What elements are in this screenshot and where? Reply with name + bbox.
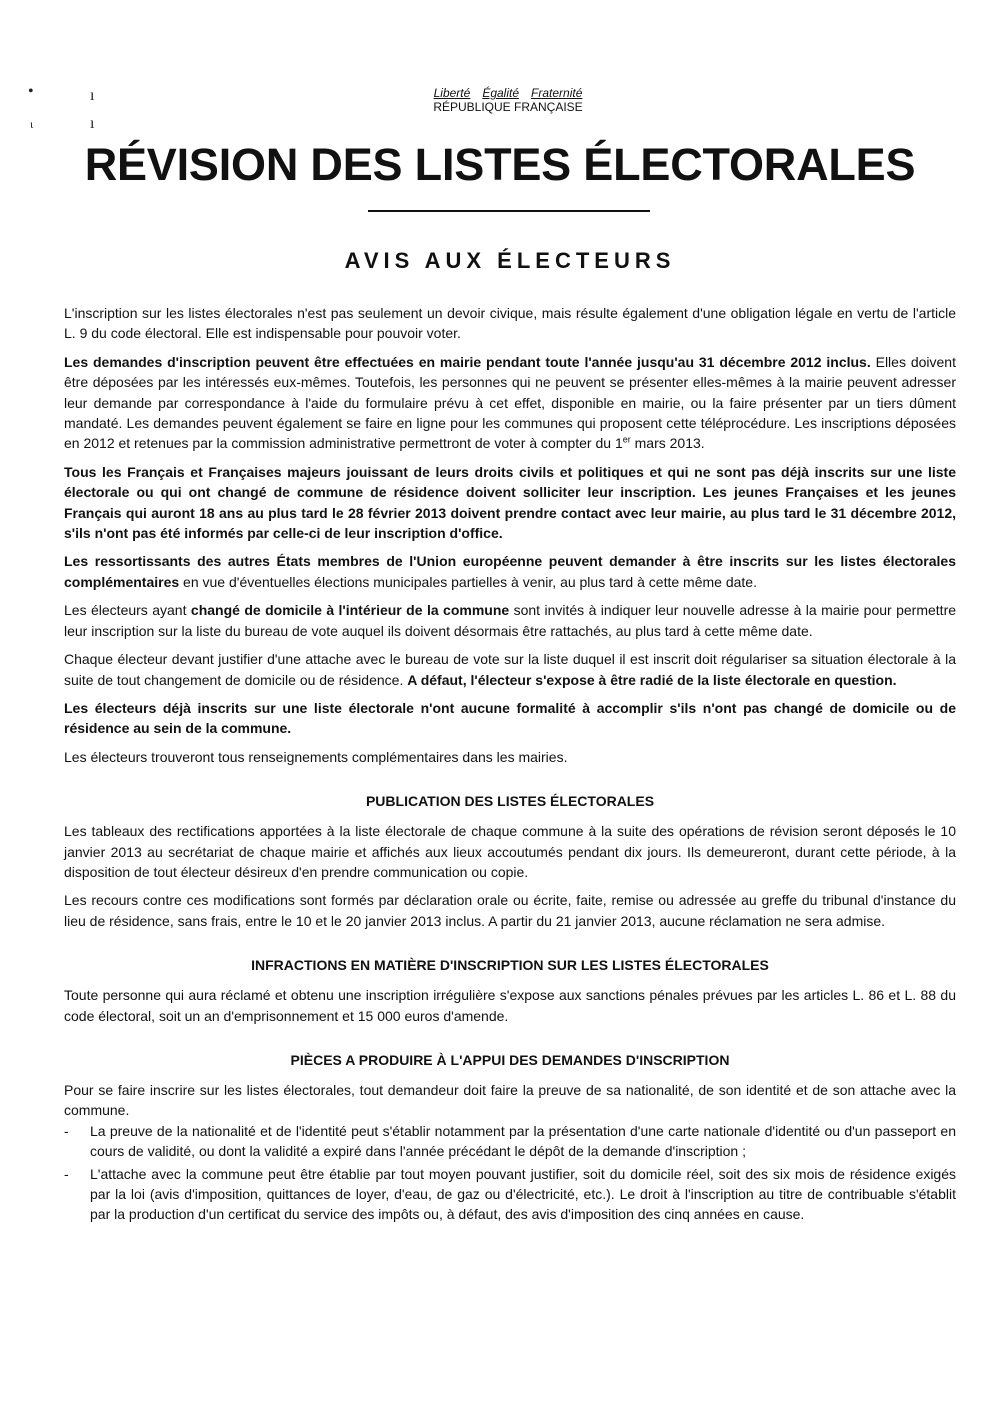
list-item [64,1164,956,1225]
bold-text: Les demandes d'inscription peuvent être effectuées en mairie pendant toute l'année jusqu'au 31 décembre 2012 inclus. [64,353,871,370]
section-heading-publication: PUBLICATION DES LISTES ÉLECTORALES [365,793,655,810]
subtitle: AVIS AUX ÉLECTEURS [344,248,676,273]
dash-bullet: - [64,1122,69,1139]
paragraph-tableaux: Les tableaux des rectifications apportées à la liste électorale de chaque commune à la suite des opérations de révision seront déposés le 10 janvier 2013 au secrétariat de chaque mairie et affichés aux lieux accoutumés pendant dix jours. Ils demeureront, durant cette période, à la disposition de tout électeur désireux d'en prendre communication ou copie. [64,823,956,880]
list-item-text: L'attache avec la commune peut être établie par tout moyen pouvant justifier, soit du domicile réel, soit des six mois de résidence exigés par la loi (avis d'imposition, quittances de loyer, d'eau, de gaz ou d'électricité, etc.). Le droit à l'inscription au titre de contribuable s'établit par la production d'un certificat du service des impôts ou, à défaut, des avis d'imposition des cinq années en cause. [90,1165,956,1223]
dash-bullet: - [64,1165,69,1182]
paragraph-recours: Les recours contre ces modifications sont formés par déclaration orale ou écrite, faite, remise ou adressée au greffe du tribunal d'instance du lieu de résidence, sans frais, entre le 10 et le 20 janvier 2013 inclus. A partir du 21 janvier 2013, aucune réclamation ne sera admise. [64,892,956,929]
title-divider [368,210,650,212]
republic-name: RÉPUBLIQUE FRANÇAISE [433,100,583,114]
requirements-list [64,1121,956,1225]
paragraph-intro: L'inscription sur les listes électorales n'est pas seulement un devoir civique, mais résulte également d'une obligation légale en vertu de l'article L. 9 du code électoral. Elle est indispensable pour pouvoir voter. [64,305,956,342]
paragraph-deja-inscrits [64,698,956,739]
motto-liberte: Liberté [433,86,471,100]
bold-text: changé de domicile à l'intérieur de la commune [190,602,510,619]
scan-mark: ı [90,87,95,104]
bold-text: Les ressortissants des autres États membres de l'Union européenne peuvent demander à être inscrits sur les listes électorales complémentaires [64,553,956,590]
paragraph-text: en vue d'éventuelles élections municipales partielles à venir, au plus tard à cette même date. [179,573,757,590]
superscript: er [622,434,631,445]
page-title: RÉVISION DES LISTES ÉLECTORALES [84,139,916,190]
list-item-text: La preuve de la nationalité et de l'identité peut s'établir notamment par la présentation d'une carte nationale d'identité ou d'un passeport en cours de validité, ou dont la validité a expiré dans l'année précédant le dépôt de la demande d'inscription ; [90,1122,956,1160]
paragraph-text: Elles doivent être déposées par les intéressés eux-mêmes. Toutefois, les personnes qui ne peuvent se présenter elles-mêmes à la mairie peuvent adresser leur demande par correspondance à l'aide du formulaire prévu à cet effet, disponible en mairie, ou la faire présenter par un tiers dûment mandaté. Les demandes peuvent également se faire en ligne pour les communes qui proposent cette téléprocédure. Les inscriptions déposées en 2012 et retenues par la commission administrative permettront de voter à compter du 1 [64,353,956,452]
bold-text: Les électeurs déjà inscrits sur une liste électorale n'ont aucune formalité à accomplir s'ils n'ont pas changé de domicile ou de résidence au sein de la commune. [64,699,956,737]
scan-mark: • [28,83,34,100]
scan-mark: ı [90,115,95,132]
paragraph-text: Chaque électeur devant justifier d'une attache avec le bureau de vote sur la liste duquel il est inscrit doit régulariser sa situation électorale à la suite de tout changement de domicile ou de résidence. [64,651,956,688]
notice-body [64,303,956,1227]
paragraph-demandes [64,352,956,454]
paragraph-attache [64,649,956,690]
motto-fraternite: Fraternité [531,86,583,100]
paragraph-text: mars 2013. [630,435,705,452]
bold-text: Tous les Français et Françaises majeurs jouissant de leurs droits civils et politiques et qui ne sont pas déjà inscrits sur une liste électorale ou qui ont changé de commune de résidence doivent solliciter leur inscription. Les jeunes Françaises et les jeunes Français qui auront 18 ans au plus tard le 28 février 2013 doivent prendre contact avec leur mairie, au plus tard le 31 décembre 2012, s'ils n'ont pas été informés par celle-ci de leur inscription d'office. [64,463,956,542]
motto [0,83,1000,100]
paragraph-text: Les électeurs ayant [64,602,191,619]
paragraph-renseignements: Les électeurs trouveront tous renseignements complémentaires dans les mairies. [64,748,568,765]
motto-egalite: Égalité [482,86,520,100]
scan-mark: ι [30,117,34,131]
paragraph-text: sont invités à indiquer leur nouvelle adresse à la mairie pour permettre leur inscription sur la liste du bureau de vote auquel ils doivent désormais être rattachés, au plus tard à cette même date. [64,602,957,639]
paragraph-ue [64,551,956,592]
republic-header [0,83,1000,114]
bold-text: A défaut, l'électeur s'expose à être radié de la liste électorale en question. [407,671,897,688]
paragraph-preuve: Pour se faire inscrire sur les listes électorales, tout demandeur doit faire la preuve de sa nationalité, de son identité et de son attache avec la commune. [64,1081,956,1119]
paragraph-sanctions: Toute personne qui aura réclamé et obtenu une inscription irrégulière s'expose aux sanctions pénales prévues par les articles L. 86 et L. 88 du code électoral, soit un an d'emprisonnement et 15 000 euros d'amende. [64,987,956,1024]
section-heading-infractions: INFRACTIONS EN MATIÈRE D'INSCRIPTION SUR LES LISTES ÉLECTORALES [251,957,769,974]
paragraph-majeurs [64,462,956,544]
list-item [64,1121,956,1162]
section-heading-pieces: PIÈCES A PRODUIRE À L'APPUI DES DEMANDES D'INSCRIPTION [290,1051,730,1068]
paragraph-domicile [64,600,956,641]
